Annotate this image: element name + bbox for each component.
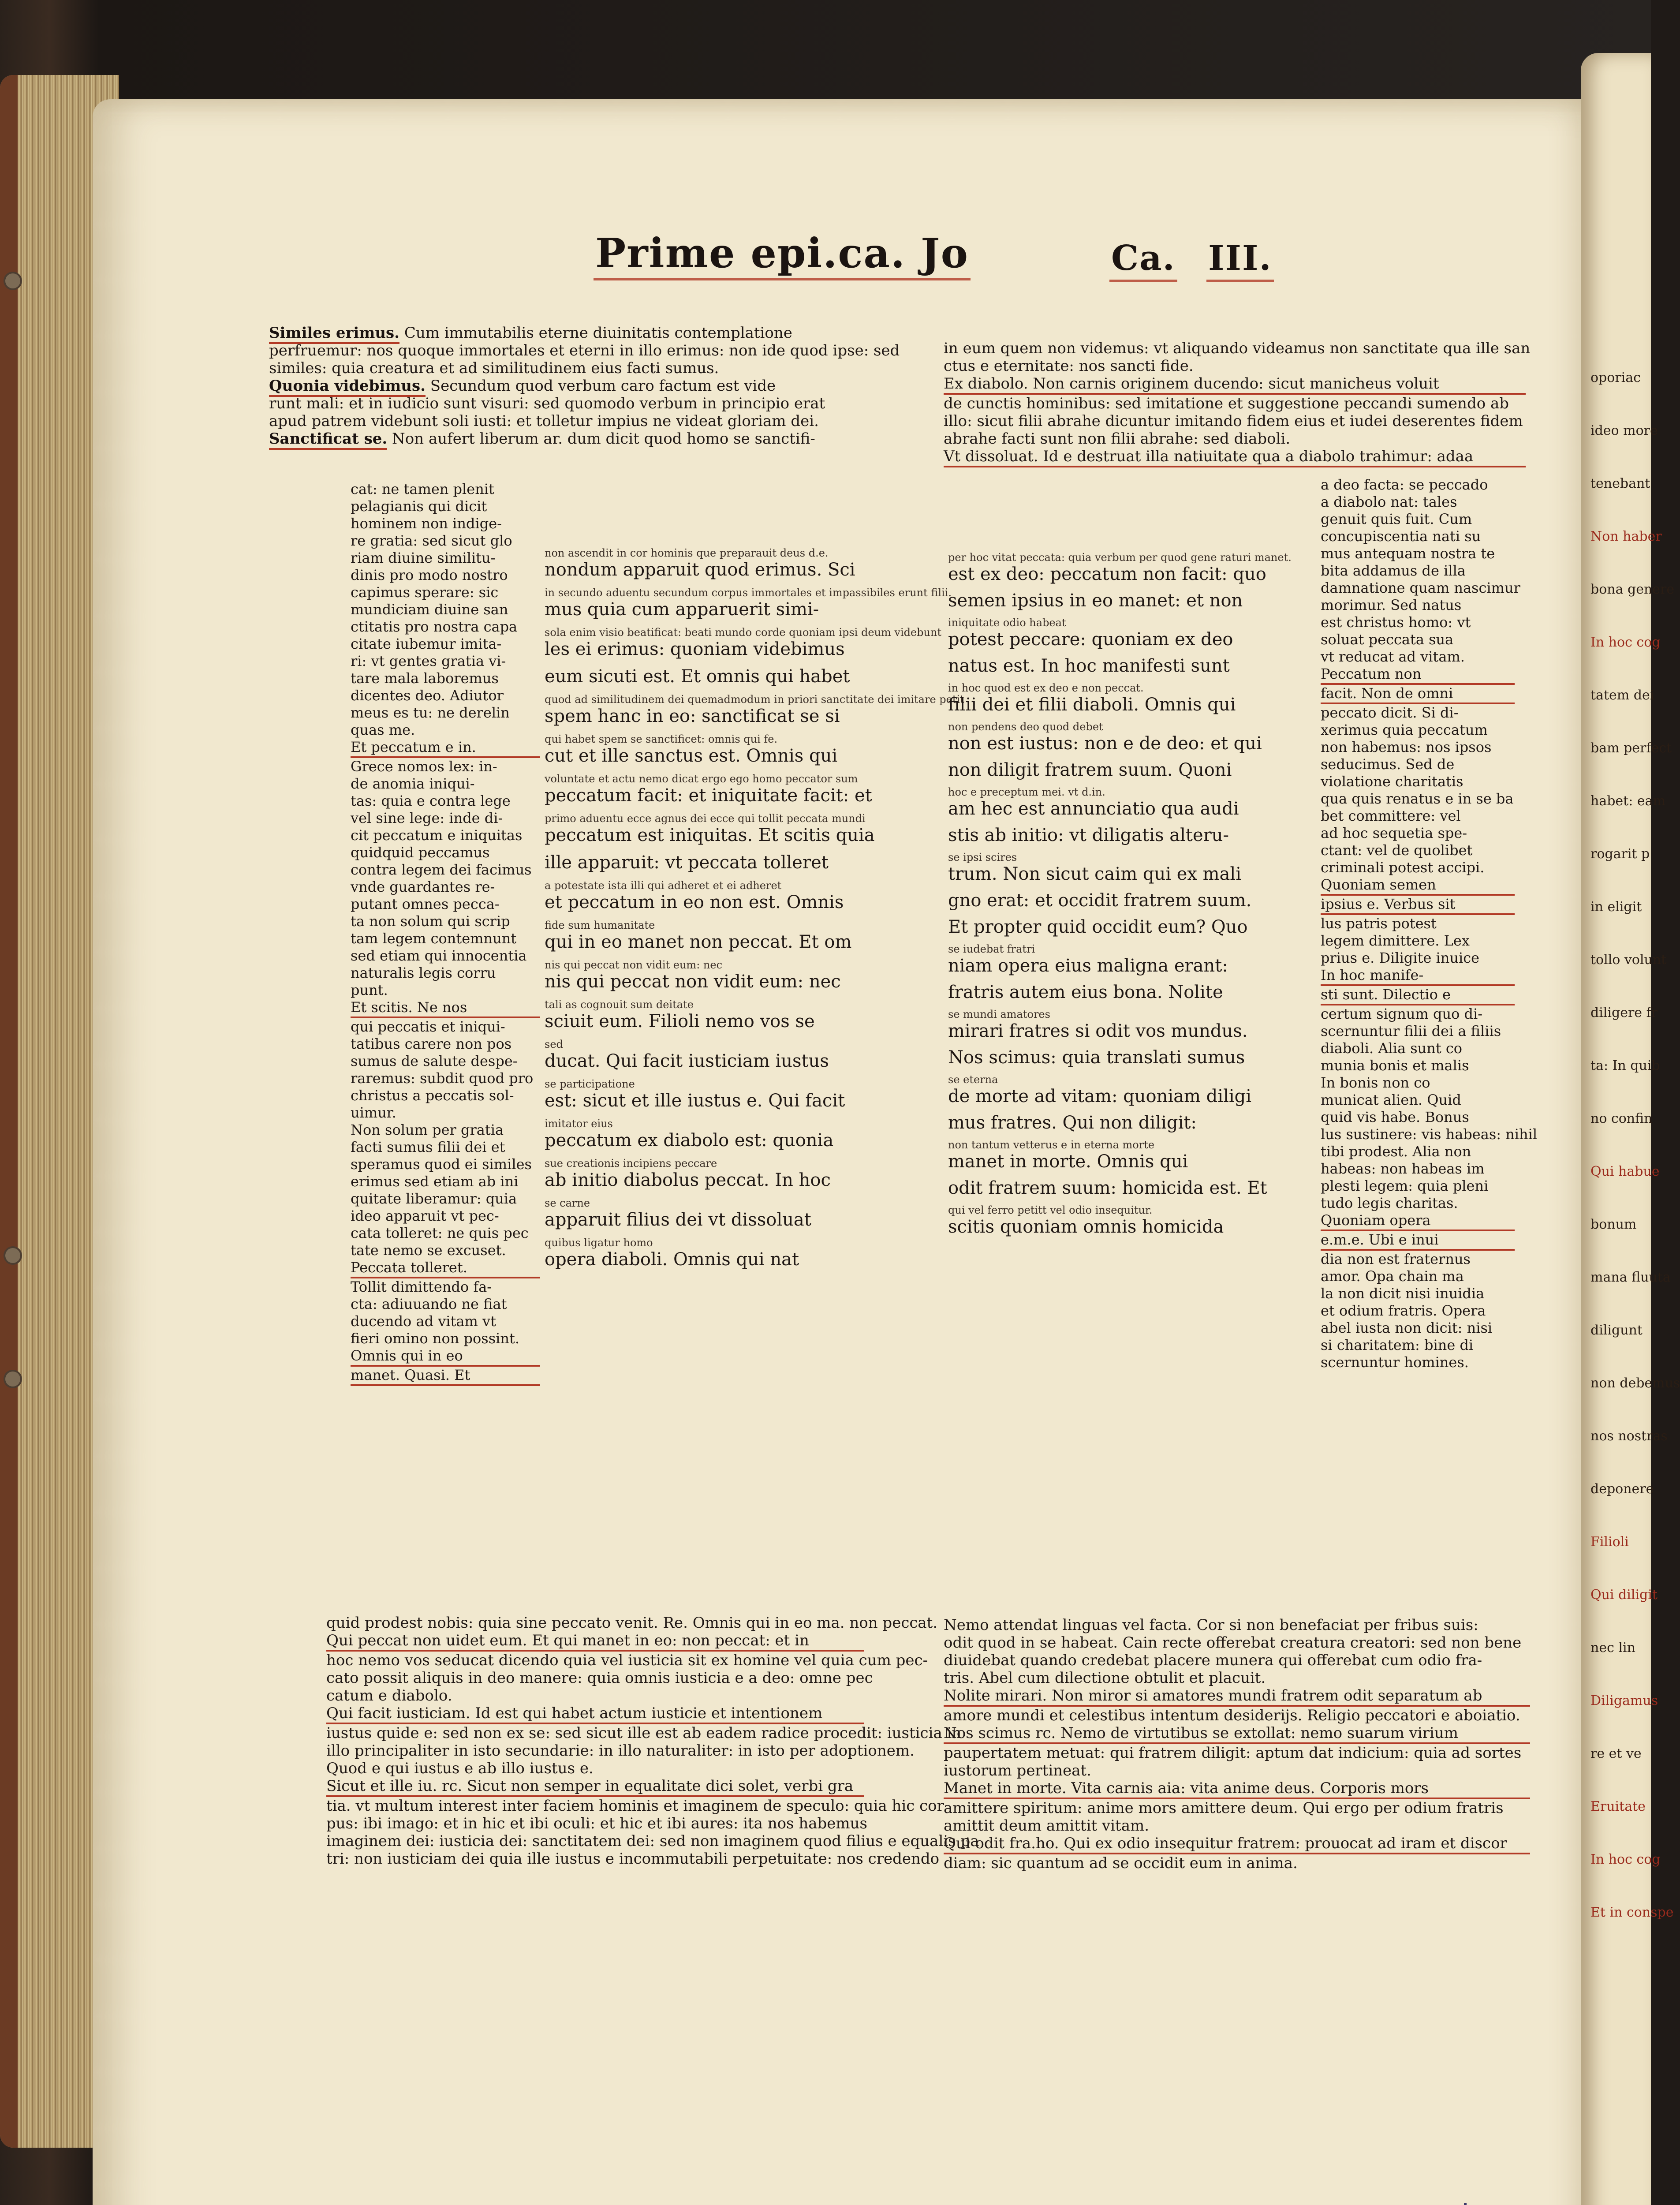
gloss-line: prius e. Diligite inuice <box>1321 949 1480 966</box>
gloss-line: quitate liberamur: quia <box>351 1190 517 1207</box>
gloss-lemma: Peccata tolleret. <box>351 1259 540 1278</box>
facing-page-text: Eruitate <box>1590 1799 1646 1814</box>
gloss-line: In bonis non co <box>1321 1074 1430 1091</box>
gloss-line: fieri omino non possint. <box>351 1330 519 1347</box>
gloss-line: municat alien. Quid <box>1321 1091 1461 1108</box>
facing-page-text: mana fluuta <box>1590 1270 1671 1285</box>
gloss-lemma: e.m.e. Ubi e inui <box>1321 1231 1515 1251</box>
gloss-lemma-line: Qui peccat non uidet eum. Et qui manet in eo: non peccat: et in <box>326 1632 864 1652</box>
gloss-line <box>269 324 855 342</box>
interlinear-gloss: quibus ligatur homo <box>545 1237 653 1249</box>
main-text-line: manet in morte. Omnis qui <box>948 1151 1188 1172</box>
facing-page-text: Et in conspe <box>1590 1905 1674 1920</box>
main-text-line: fratris autem eius bona. Nolite <box>948 982 1223 1002</box>
interlinear-gloss: a potestate ista illi qui adheret et ei adheret <box>545 879 782 892</box>
gloss-line: diaboli. Alia sunt co <box>1321 1040 1463 1057</box>
gloss-line: seducimus. Sed de <box>1321 756 1455 773</box>
gloss-line: quid vis habe. Bonus <box>1321 1109 1469 1125</box>
gloss-line: morimur. Sed natus <box>1321 597 1462 613</box>
gloss-line: ri: vt gentes gratia vi- <box>351 653 506 669</box>
interlinear-gloss: se eterna <box>948 1073 998 1086</box>
gloss-line: cit peccatum e iniquitas <box>351 827 523 844</box>
main-text-line: Nos scimus: quia translati sumus <box>948 1047 1245 1068</box>
gloss-lemma: manet. Quasi. Et <box>351 1367 540 1386</box>
interlinear-gloss: hoc e preceptum mei. vt d.in. <box>948 786 1105 798</box>
gloss-line: re gratia: sed sicut glo <box>351 532 512 549</box>
interlinear-gloss: sed <box>545 1038 563 1050</box>
gloss-text: Non aufert liberum ar. dum dicit quod homo se sanctifi- <box>392 430 815 448</box>
interlinear-gloss: se ipsi scires <box>948 851 1017 863</box>
interlinear-gloss: nis qui peccat non vidit eum: nec <box>545 959 723 971</box>
main-text-line: nis qui peccat non vidit eum: nec <box>545 972 841 992</box>
main-text-line: trum. Non sicut caim qui ex mali <box>948 864 1242 884</box>
main-text-left-column <box>545 547 964 1276</box>
gloss-line: Grece nomos lex: in- <box>351 758 497 775</box>
gloss-line: ctant: vel de quolibet <box>1321 842 1473 859</box>
facing-page-text: bonum <box>1590 1217 1637 1232</box>
facing-page-text: bam perfect <box>1590 740 1672 756</box>
gloss-line: odit quod in se habeat. Cain recte offerebat creatura creatori: sed non bene <box>944 1634 1522 1652</box>
clasp-knob <box>5 1248 20 1263</box>
facing-page-text: In hoc cog <box>1590 635 1661 650</box>
gloss-line: tam legem contemnunt <box>351 930 517 947</box>
facing-page-text: nec lin <box>1590 1640 1635 1656</box>
main-text-line: semen ipsius in eo manet: et non <box>948 590 1243 611</box>
gloss-line: capimus sperare: sic <box>351 584 499 601</box>
facing-page-text: deponere <box>1590 1481 1654 1497</box>
gloss-line <box>269 412 855 430</box>
right-narrow-gloss <box>1321 476 1538 1371</box>
facing-page-text: tenebant <box>1590 476 1650 491</box>
interlinear-gloss: qui habet spem se sanctificet: omnis qui fe. <box>545 733 778 745</box>
main-text-line: non est iustus: non e de deo: et qui <box>948 733 1262 754</box>
main-text-line: sciuit eum. Filioli nemo vos se <box>545 1011 815 1031</box>
gloss-line: meus es tu: ne derelin <box>351 704 510 721</box>
gloss-line: si charitatem: bine di <box>1321 1337 1474 1353</box>
main-text-line: non diligit fratrem suum. Quoni <box>948 760 1232 780</box>
main-text-line: les ei erimus: quoniam videbimus <box>545 639 845 659</box>
gloss-lemma: facit. Non de omni <box>1321 685 1515 704</box>
clasp-knob <box>5 273 20 288</box>
gloss-line: diuidebat quando credebat placere munera qui offerebat cum odio fra- <box>944 1652 1482 1669</box>
gloss-line: xerimus quia peccatum <box>1321 721 1488 738</box>
gloss-line: ideo apparuit vt pec- <box>351 1207 499 1224</box>
gloss-lemma: In hoc manife- <box>1321 967 1515 986</box>
facing-page-text: oporiac <box>1590 370 1641 385</box>
gloss-line: la non dicit nisi inuidia <box>1321 1285 1485 1302</box>
gloss-text: Cum immutabilis eterne diuinitatis contemplatione <box>404 324 792 342</box>
interlinear-gloss: voluntate et actu nemo dicat ergo ego homo peccator sum <box>545 773 858 785</box>
main-text-line: de morte ad vitam: quoniam diligi <box>948 1086 1252 1106</box>
facing-page-text: nos nostras <box>1590 1428 1668 1444</box>
main-text-line: opera diaboli. Omnis qui nat <box>545 1249 799 1270</box>
gloss-line: quid prodest nobis: quia sine peccato venit. Re. Omnis qui in eo ma. non peccat. <box>326 1614 938 1632</box>
facing-page-text: tatem dei <box>1590 688 1654 703</box>
facing-page-text: Filioli <box>1590 1534 1629 1550</box>
facing-page-text: Qui diligit <box>1590 1587 1658 1603</box>
gloss-line: qui peccatis et iniqui- <box>351 1018 505 1035</box>
gloss-line: peccato dicit. Si di- <box>1321 704 1459 721</box>
gloss-line: lus sustinere: vis habeas: nihil <box>1321 1126 1538 1143</box>
left-bottom-gloss <box>326 1614 979 1868</box>
gloss-lemma: Et scitis. Ne nos <box>351 999 540 1018</box>
gloss-line: sumus de salute despe- <box>351 1053 518 1069</box>
gloss-line: vnde guardantes re- <box>351 878 495 895</box>
gloss-line: cat: ne tamen plenit <box>351 481 494 497</box>
main-text-line: mus quia cum apparuerit simi- <box>545 599 819 620</box>
main-text-line: scitis quoniam omnis homicida <box>948 1217 1224 1237</box>
facing-page-text: Diligamus <box>1590 1693 1658 1708</box>
gloss-line: iustus quide e: sed non ex se: sed sicut ille est ab eadem radice procedit: iusticia in <box>326 1724 962 1742</box>
gloss-line: munia bonis et malis <box>1321 1057 1469 1074</box>
gloss-line: tri: non iusticiam dei quia ille iustus e incommutabili perpetuitate: nos credendo <box>326 1850 940 1868</box>
gloss-line: catum e diabolo. <box>326 1687 452 1704</box>
facing-page-text: habet: eam <box>1590 793 1665 809</box>
gloss-line: illo principaliter in isto secundarie: in illo naturaliter: in isto per adoptionem. <box>326 1742 915 1760</box>
gloss-line: et odium fratris. Opera <box>1321 1302 1486 1319</box>
gloss-line: de cunctis hominibus: sed imitatione et suggestione peccandi sumendo ab <box>944 395 1509 412</box>
facing-page-text: re et ve <box>1590 1746 1642 1761</box>
gloss-line: diam: sic quantum ad se occidit eum in anima. <box>944 1854 1298 1872</box>
gloss-line: erimus sed etiam ab ini <box>351 1173 519 1190</box>
gloss-lemma: ipsius e. Verbus sit <box>1321 896 1515 915</box>
gloss-lemma: Quoniam semen <box>1321 876 1515 896</box>
gloss-line: Tollit dimittendo fa- <box>351 1278 492 1295</box>
interlinear-gloss: se carne <box>545 1197 590 1209</box>
facing-page-edge <box>1581 53 1680 2205</box>
gloss-line <box>269 377 855 395</box>
gloss-line: a diabolo nat: tales <box>1321 493 1457 510</box>
facing-page-text: no confin <box>1590 1111 1653 1126</box>
gloss-line: est christus homo: vt <box>1321 614 1471 631</box>
gloss-lemma-line: Sicut et ille iu. rc. Sicut non semper in equalitate dici solet, verbi gra <box>326 1777 864 1797</box>
main-text-line: cut et ille sanctus est. Omnis qui <box>545 746 838 766</box>
main-text-line: peccatum facit: et iniquitate facit: et <box>545 785 872 806</box>
gloss-line: vt reducat ad vitam. <box>1321 648 1465 665</box>
gloss-line: Non solum per gratia <box>351 1121 504 1138</box>
gloss-line: genuit quis fuit. Cum <box>1321 511 1472 527</box>
interlinear-gloss: iniquitate odio habeat <box>948 617 1066 629</box>
gloss-line: qua quis renatus e in se ba <box>1321 790 1514 807</box>
gloss-line: uimur. <box>351 1104 396 1121</box>
left-top-gloss <box>269 324 900 448</box>
interlinear-gloss: quod ad similitudinem dei quemadmodum in priori sanctitate dei imitare petit <box>545 693 964 706</box>
gloss-line: raremus: subdit quod pro <box>351 1070 534 1087</box>
facing-page-text: in eligit <box>1590 899 1642 915</box>
main-text-line: Et propter quid occidit eum? Quo <box>948 917 1248 937</box>
gloss-line: tudo legis charitas. <box>1321 1195 1458 1211</box>
gloss-line <box>269 359 855 377</box>
gloss-line: certum signum quo di- <box>1321 1005 1483 1022</box>
gloss-line: pus: ibi imago: et in hic et ibi oculi: et hic et ibi aures: ita nos habemus <box>326 1815 867 1832</box>
interlinear-gloss: se mundi amatores <box>948 1008 1050 1020</box>
gloss-line: amittit deum amittit vitam. <box>944 1817 1150 1835</box>
gloss-line: ctitatis pro nostra capa <box>351 618 518 635</box>
interlinear-gloss: tali as cognouit sum deitate <box>545 998 694 1011</box>
gloss-lemma: Omnis qui in eo <box>351 1347 540 1367</box>
gloss-line: violatione charitatis <box>1321 773 1463 790</box>
gloss-lemma: sti sunt. Dilectio e <box>1321 986 1515 1005</box>
running-head-left: Prime epi.ca. Jo <box>595 229 969 277</box>
gloss-line: a deo facta: se peccado <box>1321 476 1488 493</box>
interlinear-gloss: non ascendit in cor hominis que preparauit deus d.e. <box>545 547 829 559</box>
facing-page-text: Qui habue <box>1590 1164 1660 1179</box>
interlinear-gloss: se iudebat fratri <box>948 943 1035 955</box>
gloss-text: similes: quia creatura et ad similitudinem eius facti sumus. <box>269 359 719 377</box>
facing-page-text: bona genere <box>1590 582 1675 597</box>
gloss-line: cata tolleret: ne quis pec <box>351 1225 529 1241</box>
facing-page-text: diligere fr <box>1590 1005 1658 1020</box>
gloss-line: Nemo attendat linguas vel facta. Cor si non benefaciat per fribus suis: <box>944 1616 1478 1634</box>
right-top-gloss <box>944 340 1531 467</box>
main-text-line: ducat. Qui facit iusticiam iustus <box>545 1051 829 1071</box>
interlinear-gloss: se participatione <box>545 1078 635 1090</box>
main-text-line: filii dei et filii diaboli. Omnis qui <box>948 695 1236 715</box>
gloss-line: hoc nemo vos seducat dicendo quia vel iusticia sit ex homine vel quia cum pec- <box>326 1652 928 1669</box>
gloss-line: ctus e eternitate: nos sancti fide. <box>944 357 1194 375</box>
gloss-line: citate iubemur imita- <box>351 635 502 652</box>
gloss-line: paupertatem metuat: qui fratrem diligit: aptum dat indicium: quia ad sortes <box>944 1744 1522 1762</box>
lemma: Quonia videbimus. <box>269 377 426 397</box>
gloss-lemma-line: Qui facit iusticiam. Id est qui habet actum iusticie et intentionem <box>326 1704 864 1724</box>
gloss-line: facti sumus filii dei et <box>351 1139 505 1155</box>
gloss-line: tris. Abel cum dilectione obtulit et placuit. <box>944 1669 1266 1687</box>
page-mark <box>1464 2203 1467 2205</box>
interlinear-gloss: primo aduentu ecce agnus dei ecce qui tollit peccata mundi <box>545 812 866 825</box>
gloss-line: abel iusta non dicit: nisi <box>1321 1319 1493 1336</box>
main-text-right-column <box>948 551 1292 1243</box>
gloss-line: iustorum pertineat. <box>944 1762 1091 1779</box>
gloss-line: putant omnes pecca- <box>351 896 500 912</box>
facing-page-text: rogarit p <box>1590 846 1650 862</box>
interlinear-gloss: in hoc quod est ex deo e non peccat. <box>948 682 1144 694</box>
gloss-line: scernuntur filii dei a filiis <box>1321 1023 1501 1039</box>
gloss-line: tare mala laboremus <box>351 670 499 687</box>
gloss-line: abrahe facti sunt non filii abrahe: sed diaboli. <box>944 430 1291 448</box>
gloss-line: punt. <box>351 982 388 998</box>
gloss-lemma: Quoniam opera <box>1321 1212 1515 1231</box>
main-text-line: eum sicuti est. Et omnis qui habet <box>545 666 850 687</box>
gloss-line: mus antequam nostra te <box>1321 545 1495 562</box>
interlinear-gloss: in secundo aduentu secundum corpus immortales et impassibiles erunt filii. <box>545 587 952 599</box>
interlinear-gloss: non pendens deo quod debet <box>948 721 1103 733</box>
interlinear-gloss: fide sum humanitate <box>545 919 655 931</box>
main-text-line: ab initio diabolus peccat. In hoc <box>545 1170 831 1190</box>
gloss-line: legem dimittere. Lex <box>1321 932 1470 949</box>
gloss-line: tia. vt multum interest inter faciem hominis et imaginem de speculo: quia hic cor <box>326 1797 944 1815</box>
gloss-line: tas: quia e contra lege <box>351 792 511 809</box>
gloss-line: scernuntur homines. <box>1321 1354 1469 1371</box>
main-text-line: mirari fratres si odit vos mundus. <box>948 1021 1248 1041</box>
gloss-line: quas me. <box>351 721 415 738</box>
gloss-line: in eum quem non videmus: vt aliquando videamus non sanctitate qua ille san <box>944 340 1531 357</box>
main-text-line: nondum apparuit quod erimus. Sci <box>545 560 855 580</box>
gloss-line: tate nemo se excuset. <box>351 1242 506 1259</box>
main-text-line: et peccatum in eo non est. Omnis <box>545 892 844 912</box>
interlinear-gloss: sue creationis incipiens peccare <box>545 1157 717 1170</box>
gloss-line: pelagianis qui dicit <box>351 498 487 515</box>
gloss-line <box>269 395 855 412</box>
gloss-lemma-line: Ex diabolo. Non carnis originem ducendo: sicut manicheus voluit <box>944 375 1526 395</box>
gloss-text: apud patrem videbunt soli iusti: et tolletur impius ne videat gloriam dei. <box>269 412 819 430</box>
gloss-line: non habemus: nos ipsos <box>1321 739 1492 755</box>
gloss-lemma-line: Qui odit fra.ho. Qui ex odio insequitur fratrem: prouocat ad iram et discor <box>944 1835 1530 1854</box>
main-text-line: peccatum ex diabolo est: quonia <box>545 1130 834 1151</box>
gloss-lemma: Et peccatum e in. <box>351 739 540 758</box>
interlinear-gloss: sola enim visio beatificat: beati mundo corde quoniam ipsi deum videbunt <box>545 626 942 639</box>
gloss-line: naturalis legis corru <box>351 964 496 981</box>
main-text-line: est: sicut et ille iustus e. Qui facit <box>545 1091 845 1111</box>
gloss-line: quidquid peccamus <box>351 844 490 861</box>
gloss-line: ducendo ad vitam vt <box>351 1313 496 1330</box>
gloss-line: plesti legem: quia pleni <box>1321 1177 1489 1194</box>
gloss-line: mundiciam diuine san <box>351 601 508 618</box>
main-text-line: stis ab initio: vt diligatis alteru- <box>948 825 1229 845</box>
gloss-line: cato possit aliquis in deo manere: quia omnis iusticia e a deo: omne pec <box>326 1669 873 1687</box>
gloss-lemma-line: Vt dissoluat. Id e destruat illa natiuitate qua a diabolo trahimur: adaa <box>944 448 1526 467</box>
gloss-line: soluat peccata sua <box>1321 631 1454 648</box>
left-narrow-gloss <box>351 481 540 1386</box>
gloss-lemma-line: Manet in morte. Vita carnis aia: vita anime deus. Corporis mors <box>944 1779 1530 1799</box>
gloss-line: Quod e qui iustus e ab illo iustus e. <box>326 1760 594 1777</box>
gloss-line <box>269 430 855 448</box>
gloss-line: criminali potest accipi. <box>1321 859 1485 876</box>
main-text-line: peccatum est iniquitas. Et scitis quia <box>545 825 875 845</box>
lemma: Sanctificat se. <box>269 430 387 450</box>
facing-page-text: tollo volunt <box>1590 952 1667 968</box>
gloss-line <box>269 342 900 359</box>
gloss-line: bet committere: vel <box>1321 807 1461 824</box>
interlinear-gloss: imitator eius <box>545 1117 613 1130</box>
gloss-line: imaginem dei: iusticia dei: sanctitatem dei: sed non imaginem quod filius e equalis pa <box>326 1832 979 1850</box>
gloss-line: ta non solum qui scrip <box>351 913 510 930</box>
gloss-text: Secundum quod verbum caro factum est vide <box>430 377 776 395</box>
gloss-line: amore mundi et celestibus intentum desiderijs. Religio peccatori e aboiatio. <box>944 1707 1520 1724</box>
gloss-line: habeas: non habeas im <box>1321 1160 1485 1177</box>
right-bottom-gloss <box>944 1616 1530 1872</box>
gloss-line: ad hoc sequetia spe- <box>1321 825 1467 841</box>
facing-page-text: ideo more <box>1590 423 1658 438</box>
gloss-lemma-line: Nolite mirari. Non miror si amatores mundi fratrem odit separatum ab <box>944 1687 1530 1707</box>
main-text-line: apparuit filius dei vt dissoluat <box>545 1210 811 1230</box>
gloss-text: runt mali: et in iudicio sunt visuri: sed quomodo verbum in principio erat <box>269 395 825 412</box>
gloss-text: perfruemur: nos quoque immortales et eterni in illo erimus: non ide quod ipse: sed <box>269 342 900 359</box>
facing-page-text: Non haber <box>1590 529 1662 544</box>
facing-page-text: diligunt <box>1590 1323 1643 1338</box>
gloss-line: tatibus carere non pos <box>351 1035 512 1052</box>
interlinear-gloss: qui vel ferro petitt vel odio insequitur. <box>948 1204 1153 1216</box>
gloss-line: amor. Opa chain ma <box>1321 1268 1464 1285</box>
gloss-line: sed etiam qui innocentia <box>351 947 527 964</box>
main-text-line: ille apparuit: vt peccata tolleret <box>545 852 829 873</box>
main-text-line: potest peccare: quoniam ex deo <box>948 629 1233 650</box>
running-head-chapter: Ca. <box>1111 238 1176 278</box>
main-text-line: est ex deo: peccatum non facit: quo <box>948 564 1266 584</box>
gloss-lemma: Peccatum non <box>1321 665 1515 685</box>
interlinear-gloss: per hoc vitat peccata: quia verbum per quod gene raturi manet. <box>948 551 1292 564</box>
gloss-line: dinis pro modo nostro <box>351 567 508 583</box>
gloss-line: contra legem dei facimus <box>351 861 532 878</box>
main-text-line: mus fratres. Qui non diligit: <box>948 1113 1197 1133</box>
gloss-line: de anomia iniqui- <box>351 775 475 792</box>
gloss-line: illo: sicut filii abrahe dicuntur imitando fidem eius et iudei deserentes fidem <box>944 412 1523 430</box>
gloss-line: bita addamus de illa <box>1321 562 1466 579</box>
gloss-line: amittere spiritum: anime mors amittere deum. Qui ergo per odium fratris <box>944 1799 1504 1817</box>
gloss-line: concupiscentia nati su <box>1321 528 1481 545</box>
gloss-lemma-line: Nos scimus rc. Nemo de virtutibus se extollat: nemo suarum virium <box>944 1724 1530 1744</box>
gloss-line: dicentes deo. Adiutor <box>351 687 504 704</box>
interlinear-gloss: non tantum vetterus e in eterna morte <box>948 1139 1155 1151</box>
gloss-line: dia non est fraternus <box>1321 1251 1471 1267</box>
gloss-line: damnatione quam nascimur <box>1321 579 1520 596</box>
main-text-line: natus est. In hoc manifesti sunt <box>948 656 1230 676</box>
gloss-line: vel sine lege: inde di- <box>351 810 503 826</box>
clasp-knob <box>5 1372 20 1387</box>
running-head-chapter-number: III. <box>1208 238 1272 278</box>
main-text-line: am hec est annunciatio qua audi <box>948 799 1239 819</box>
main-text-line: spem hanc in eo: sanctificat se si <box>545 706 840 726</box>
gloss-line: cta: adiuuando ne fiat <box>351 1296 507 1312</box>
main-text-line: niam opera eius maligna erant: <box>948 956 1228 976</box>
facing-page-text: non debemus <box>1590 1375 1680 1391</box>
gloss-line: tibi prodest. Alia non <box>1321 1143 1471 1160</box>
gloss-line: christus a peccatis sol- <box>351 1087 514 1104</box>
main-text-line: odit fratrem suum: homicida est. Et <box>948 1178 1267 1198</box>
gloss-line: speramus quod ei similes <box>351 1156 532 1173</box>
gloss-line: lus patris potest <box>1321 915 1437 932</box>
lemma: Similes erimus. <box>269 324 399 344</box>
main-text-line: qui in eo manet non peccat. Et om <box>545 932 852 952</box>
gloss-line: riam diuine similitu- <box>351 549 496 566</box>
facing-page-text: ta: In quib <box>1590 1058 1660 1073</box>
gloss-line: hominem non indige- <box>351 515 502 532</box>
main-text-line: gno erat: et occidit fratrem suum. <box>948 890 1252 911</box>
facing-page-text: In hoc cog <box>1590 1852 1661 1867</box>
